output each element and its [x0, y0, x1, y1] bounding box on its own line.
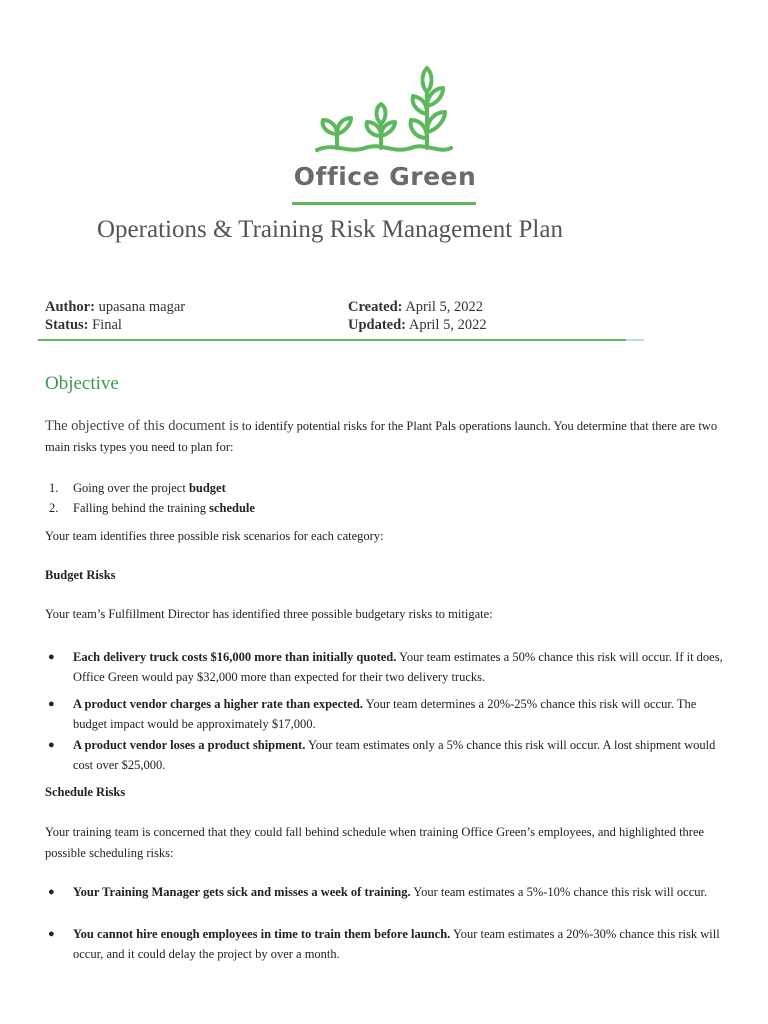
- list-item: [45, 479, 255, 499]
- scenarios-text: Your team identifies three possible risk scenarios for each category:: [45, 529, 384, 543]
- logo-underline: [292, 202, 476, 205]
- list-number: 1.: [49, 481, 59, 495]
- created-label: Created:: [348, 299, 403, 315]
- list-item: [45, 924, 725, 964]
- bullet-icon: ●: [48, 886, 55, 898]
- risk-title: A product vendor loses a product shipment.: [73, 738, 306, 752]
- list-number: 2.: [49, 500, 59, 515]
- schedule-risks-intro: Your training team is concerned that they could fall behind schedule when training Office Green’s employees, and highlighted three possible scheduling risks:: [45, 825, 705, 860]
- status-value: Final: [92, 317, 122, 333]
- list-text: Falling behind the training: [73, 500, 210, 515]
- header-divider: [38, 339, 626, 341]
- status-line: [45, 317, 122, 334]
- risk-description: Your team estimates a 50% chance this risk will occur. If it does, Office Green would pay $32,000 more than expected for their two delivery trucks.: [73, 650, 723, 684]
- list-keyword: budget: [188, 481, 226, 495]
- logo-wordmark: Office Green: [293, 162, 477, 191]
- updated-value: April 5, 2022: [408, 317, 487, 333]
- author-line: [45, 299, 185, 316]
- risk-description: Your team estimates a 20%-30% chance this risk will occur, and it could delay the project by over a month.: [73, 927, 720, 961]
- list-item: [45, 694, 725, 734]
- header-divider-tail: [626, 339, 644, 341]
- status-label: Status:: [45, 317, 89, 333]
- author-value: upasana magar: [98, 299, 186, 315]
- created-value: April 5, 2022: [405, 299, 484, 315]
- risk-types-list: [45, 479, 255, 518]
- bullet-icon: ●: [48, 698, 55, 710]
- list-item: [45, 647, 725, 687]
- office-green-logo: [285, 62, 485, 207]
- author-label: Author:: [45, 299, 95, 315]
- risk-description: Your team estimates only a 5% chance this risk will occur. A lost shipment would cost over $25,000.: [73, 738, 716, 772]
- risk-title: A product vendor charges a higher rate than expected.: [73, 697, 363, 711]
- bullet-icon: ●: [48, 739, 55, 751]
- list-text: Going over the project: [73, 481, 189, 495]
- risk-title: Each delivery truck costs $16,000 more than initially quoted.: [73, 650, 397, 664]
- schedule-risks-heading: Schedule Risks: [45, 785, 126, 799]
- document-title: Operations & Training Risk Management Plan: [97, 216, 563, 243]
- objective-intro: [45, 416, 725, 458]
- risk-description: Your team determines a 20%-25% chance this risk will occur. The budget impact would be approximately $17,000.: [73, 697, 697, 731]
- objective-intro-lead: The objective of this document is: [45, 418, 239, 434]
- created-line: [348, 299, 483, 316]
- risk-title: You cannot hire enough employees in time to train them before launch.: [73, 927, 451, 941]
- list-item: [45, 735, 725, 775]
- bullet-icon: ●: [48, 928, 55, 940]
- list-keyword: schedule: [209, 500, 255, 515]
- budget-risks-intro: Your team’s Fulfillment Director has identified three possible budgetary risks to mitigate:: [45, 607, 493, 621]
- objective-heading: Objective: [45, 373, 119, 394]
- bullet-icon: ●: [48, 651, 55, 663]
- budget-risks-heading: Budget Risks: [45, 568, 116, 582]
- risk-title: Your Training Manager gets sick and misses a week of training.: [73, 885, 411, 899]
- risk-description: Your team estimates a 5%-10% chance this risk will occur.: [410, 885, 708, 899]
- list-item: [45, 499, 255, 519]
- objective-intro-rest: to identify potential risks for the Plant Pals operations launch. You determine that there are two main risks types you need to plan for:: [45, 419, 718, 454]
- updated-line: [348, 317, 487, 334]
- sprouting-plants-icon: [315, 62, 455, 160]
- list-item: [45, 882, 725, 902]
- updated-label: Updated:: [348, 317, 407, 333]
